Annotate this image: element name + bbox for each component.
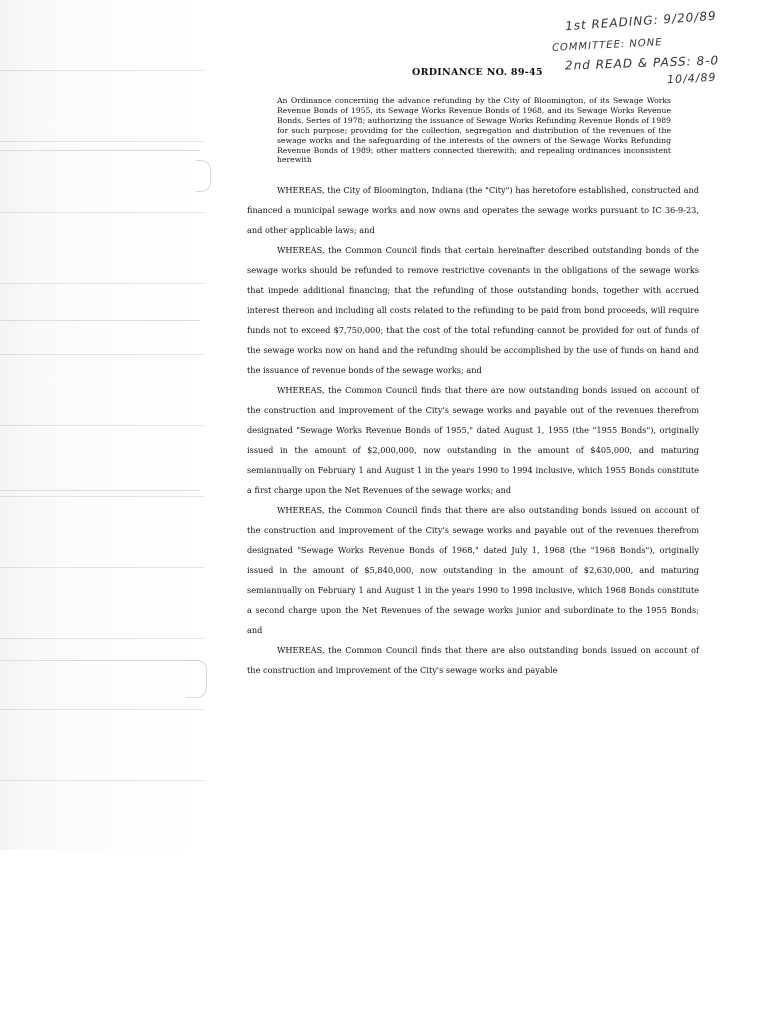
whereas-paragraph-5: WHEREAS, the Common Council finds that there are also outstanding bonds issued on account of the construction and improvement of the City's sewage works and payable: [247, 645, 699, 675]
whereas-paragraph-3: WHEREAS, the Common Council finds that there are now outstanding bonds issued on account of the construction and improvement of the City's sewage works and payable out of the revenues therefrom designated "Sewage Works Revenue Bonds of 1955," dated August 1, 1955 (the "1955 Bonds"), originally issued in the amount of $2,000,000, now outstanding in the amount of $405,000, and maturing semiannually on February 1 and August 1 in the years 1990 to 1994 inclusive, which 1955 Bonds constitute a first charge upon the Net Revenues of the sewage works; and: [247, 385, 699, 495]
handwritten-date: 10/4/89: [666, 70, 717, 87]
scanned-binding-margin: [0, 0, 205, 850]
ordinance-summary: An Ordinance concerning the advance refunding by the City of Bloomington, of its Sewage Works Revenue Bonds of 1955, its Sewage Works Revenue Bonds of 1968, and its Sewage Works Revenue Bonds, Series of 1978; authorizing the issuance of Sewage Works Refunding Revenue Bonds of 1989 for such purpose; providing for the collection, segregation and distribution of the revenues of the sewage works and the safeguarding of the interests of the owners of the Sewage Works Refunding Revenue Bonds of 1989; other matters connected therewith; and repealing ordinances inconsistent herewith: [277, 96, 671, 165]
ordinance-title: ORDINANCE NO. 89-45: [412, 67, 543, 78]
handwritten-second-reading: 2nd READ & PASS: 8-0: [564, 53, 720, 73]
whereas-paragraph-1: WHEREAS, the City of Bloomington, Indiana (the "City") has heretofore established, constructed and financed a municipal sewage works and now owns and operates the sewage works pursuant to IC 36-9-23, and other applicable laws; and: [247, 185, 699, 235]
handwritten-first-reading: 1st READING: 9/20/89: [564, 8, 718, 34]
margin-mark-lower: [186, 660, 207, 698]
whereas-paragraph-2: WHEREAS, the Common Council finds that certain hereinafter described outstanding bonds of the sewage works should be refunded to remove restrictive covenants in the obligations of the sewage works that impede additional financing; that the refunding of those outstanding bonds, together with accrued interest thereon and including all costs related to the refunding to be paid from bond proceeds, will require funds not to exceed $7,750,000; that the cost of the total refunding cannot be provided for out of funds of the sewage works now on hand and the refunding should be accomplished by the use of funds on hand and the issuance of revenue bonds of the sewage works; and: [247, 245, 699, 375]
ordinance-body: [247, 180, 699, 680]
whereas-paragraph-4: WHEREAS, the Common Council finds that there are also outstanding bonds issued on account of the construction and improvement of the City's sewage works and payable out of the revenues therefrom designated "Sewage Works Revenue Bonds of 1968," dated July 1, 1968 (the "1968 Bonds"), originally issued in the amount of $5,840,000, now outstanding in the amount of $2,630,000, and maturing semiannually on February 1 and August 1 in the years 1990 to 1998 inclusive, which 1968 Bonds constitute a second charge upon the Net Revenues of the sewage works junior and subordinate to the 1955 Bonds; and: [247, 505, 699, 635]
margin-mark-upper: [196, 160, 211, 192]
handwritten-committee: COMMITTEE: NONE: [551, 37, 663, 54]
